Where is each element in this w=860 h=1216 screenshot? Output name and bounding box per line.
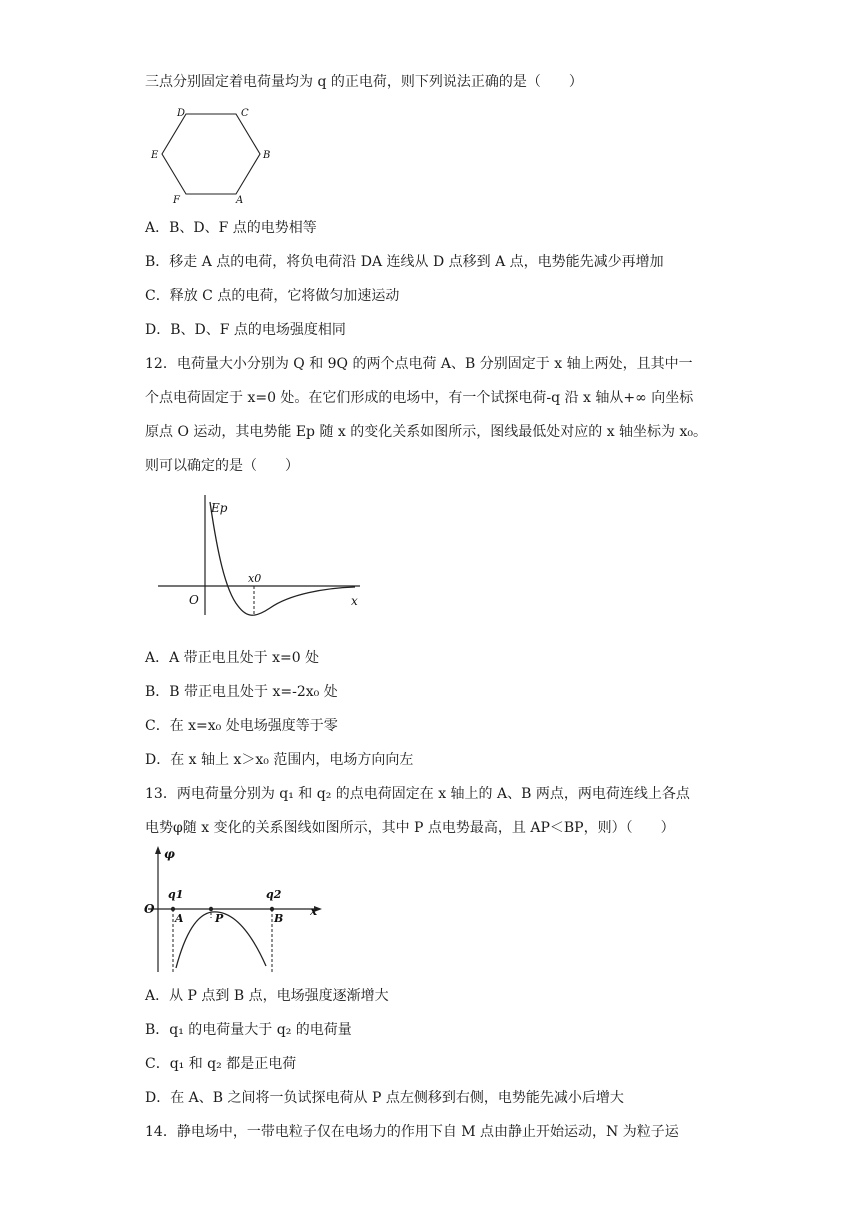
q12-stem-line-1: 12．电荷量大小分别为 Q 和 9Q 的两个点电荷 A、B 分别固定于 x 轴上两处，且其中一 xyxy=(145,356,693,372)
q1-label: q1 xyxy=(168,888,184,901)
point-a-dot xyxy=(171,907,175,911)
q12-stem-line-2: 个点电荷固定于 x=0 处。在它们形成的电场中，有一个试探电荷-q 沿 x 轴从+∞ 向坐标 xyxy=(145,390,694,406)
point-b-label: B xyxy=(274,912,284,925)
point-p-label: P xyxy=(215,912,224,925)
phi-x-label: x xyxy=(310,904,318,918)
q13-option-a: A．从 P 点到 B 点，电场强度逐渐增大 xyxy=(145,988,389,1004)
point-a-label: A xyxy=(175,912,184,925)
hexagon-figure xyxy=(140,104,280,208)
label-F: F xyxy=(173,195,180,206)
q13-option-c: C．q₁ 和 q₂ 都是正电荷 xyxy=(145,1056,297,1072)
q12-stem-line-3: 原点 O 运动，其电势能 Ep 随 x 的变化关系如图所示，图线最低处对应的 x 轴坐标为 x₀。 xyxy=(145,424,708,440)
q12-stem-line-4: 则可以确定的是（ ） xyxy=(145,458,299,474)
ep-graph-figure xyxy=(155,490,370,620)
q13-option-b: B．q₁ 的电荷量大于 q₂ 的电荷量 xyxy=(145,1022,352,1038)
q12-option-c: C．在 x=x₀ 处电场强度等于零 xyxy=(145,718,338,734)
q12-option-b: B．B 带正电且处于 x=-2x₀ 处 xyxy=(145,684,338,700)
q11-option-d: D．B、D、F 点的电场强度相同 xyxy=(145,322,346,338)
label-A: A xyxy=(236,195,244,206)
q13-stem-line-2: 电势φ随 x 变化的关系图线如图所示，其中 P 点电势最高，且 AP＜BP，则）（ ） xyxy=(145,820,675,836)
q12-option-a: A．A 带正电且处于 x=0 处 xyxy=(145,650,320,666)
phi-y-arrow xyxy=(155,846,161,854)
phi-graph-figure xyxy=(140,842,330,977)
point-b-dot xyxy=(270,907,274,911)
label-D: D xyxy=(177,108,186,119)
q11-option-a: A．B、D、F 点的电势相等 xyxy=(145,220,317,236)
ep-origin-label: O xyxy=(189,593,199,607)
phi-origin-label: O xyxy=(144,902,155,916)
label-E: E xyxy=(151,150,159,161)
phi-axis-label: φ xyxy=(164,847,175,861)
label-C: C xyxy=(241,108,249,119)
label-B: B xyxy=(263,150,271,161)
q11-stem: 三点分别固定着电荷量均为 q 的正电荷，则下列说法正确的是（ ） xyxy=(145,74,583,90)
q13-stem-line-1: 13．两电荷量分别为 q₁ 和 q₂ 的点电荷固定在 x 轴上的 A、B 两点，两电荷连线上各点 xyxy=(145,786,690,802)
ep-axis-label: Ep xyxy=(211,501,228,515)
ep-x-label: x xyxy=(351,594,358,608)
q2-label: q2 xyxy=(266,888,282,901)
point-p-dot xyxy=(209,907,213,911)
q13-option-d: D．在 A、B 之间将一负试探电荷从 P 点左侧移到右侧，电势能先减小后增大 xyxy=(145,1090,624,1106)
q11-option-c: C．释放 C 点的电荷，它将做匀加速运动 xyxy=(145,288,400,304)
q11-option-b: B．移走 A 点的电荷，将负电荷沿 DA 连线从 D 点移到 A 点，电势能先减少再增加 xyxy=(145,254,664,270)
hexagon-shape xyxy=(162,114,260,194)
q14-stem-line-1: 14．静电场中，一带电粒子仅在电场力的作用下自 M 点由静止开始运动，N 为粒子运 xyxy=(145,1124,679,1140)
q12-option-d: D．在 x 轴上 x＞x₀ 范围内，电场方向向左 xyxy=(145,752,414,768)
x0-label: x0 xyxy=(248,572,262,585)
ep-curve xyxy=(210,502,355,615)
